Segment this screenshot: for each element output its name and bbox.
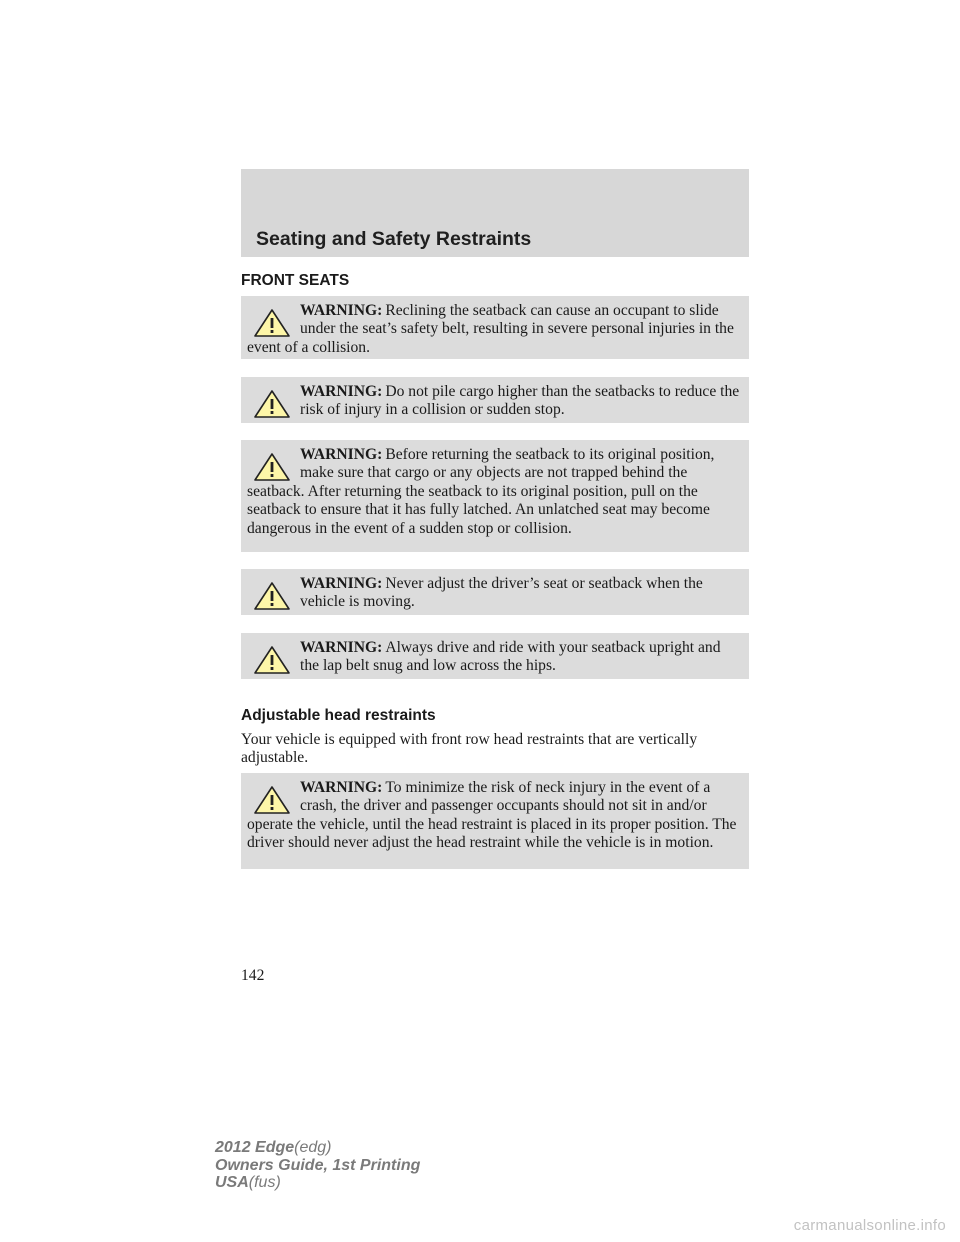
warning-triangle-icon bbox=[253, 581, 291, 611]
warning-box bbox=[241, 773, 749, 869]
head-restraints-paragraph: Your vehicle is equipped with front row head restraints that are vertically adjustable. bbox=[241, 731, 698, 767]
footer-line-guide bbox=[215, 1157, 420, 1175]
footer-region-code: (fus) bbox=[248, 1174, 281, 1191]
warning-label: WARNING: bbox=[300, 575, 383, 592]
warning-text: Reclining the seatback can cause an occupant to slide under the seat’s safety belt, resulting in severe personal injuries in the event of a collision. bbox=[247, 302, 734, 356]
footer-print-info bbox=[215, 1139, 420, 1192]
warning-text: Before returning the seatback to its original position, make sure that cargo or any objects are not trapped behind the seatback. After returning the seatback to its original position, pull on the seatback to ensure that it has fully latched. An unlatched seat may become dangerous in the event of a sudden stop or collision. bbox=[247, 446, 715, 537]
watermark: carmanualsonline.info bbox=[793, 1217, 946, 1234]
footer-model: 2012 Edge bbox=[215, 1139, 295, 1156]
footer-line-model bbox=[215, 1139, 420, 1157]
warning-box bbox=[241, 633, 749, 679]
warning-label: WARNING: bbox=[300, 446, 383, 463]
warning-text: Do not pile cargo higher than the seatbacks to reduce the risk of injury in a collision or sudden stop. bbox=[300, 383, 740, 419]
warning-triangle-icon bbox=[253, 308, 291, 338]
page-number: 142 bbox=[241, 967, 265, 984]
head-restraints-heading: Adjustable head restraints bbox=[241, 707, 436, 724]
footer-guide: Owners Guide, 1st Printing bbox=[215, 1156, 421, 1174]
warning-box bbox=[241, 440, 749, 552]
section-title: Seating and Safety Restraints bbox=[256, 228, 532, 250]
warning-label: WARNING: bbox=[300, 383, 383, 400]
warning-label: WARNING: bbox=[300, 302, 383, 319]
warning-triangle-icon bbox=[253, 389, 291, 419]
section-header-band bbox=[241, 169, 749, 257]
warning-triangle-icon bbox=[253, 645, 291, 675]
warning-box bbox=[241, 569, 749, 615]
footer-line-region bbox=[215, 1174, 420, 1192]
footer-model-code: (edg) bbox=[294, 1139, 332, 1156]
warning-label: WARNING: bbox=[300, 639, 383, 656]
warning-text: To minimize the risk of neck injury in the event of a crash, the driver and passenger occupants should not sit in and/or operate the vehicle, until the head restraint is placed in its proper position. The driver should never adjust the head restraint while the vehicle is in motion. bbox=[247, 779, 737, 852]
warning-triangle-icon bbox=[253, 452, 291, 482]
warning-label: WARNING: bbox=[300, 779, 383, 796]
warning-text: Never adjust the driver’s seat or seatback when the vehicle is moving. bbox=[300, 575, 703, 611]
warning-text: Always drive and ride with your seatback upright and the lap belt snug and low across the hips. bbox=[300, 639, 721, 675]
warning-triangle-icon bbox=[253, 785, 291, 815]
warning-box bbox=[241, 377, 749, 423]
warning-box bbox=[241, 296, 749, 359]
footer-region: USA bbox=[215, 1174, 249, 1191]
front-seats-heading: FRONT SEATS bbox=[241, 272, 350, 289]
